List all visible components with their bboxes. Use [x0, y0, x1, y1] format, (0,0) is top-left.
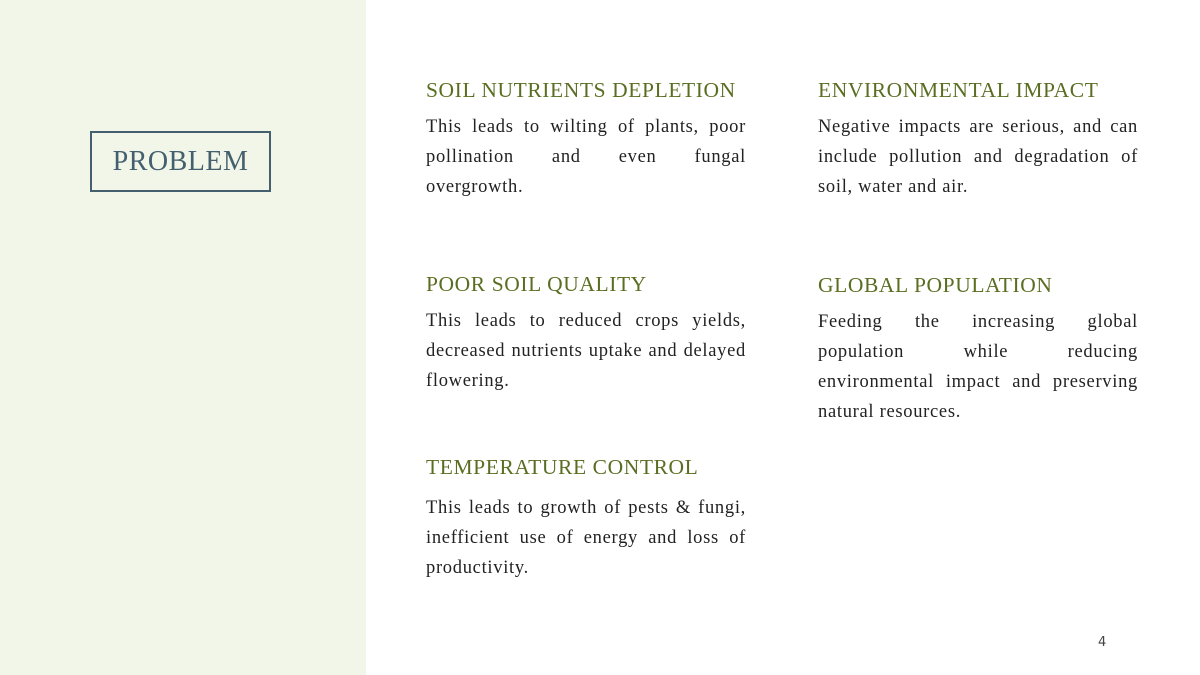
section-body: This leads to reduced crops yields, decreased nutrients uptake and delayed flowering.: [426, 311, 746, 391]
section-heading: GLOBAL POPULATION: [818, 273, 1053, 297]
section-body: Feeding the increasing global population while reducing environmental impact and preserving natural resources.: [818, 312, 1138, 422]
section-poor-soil-quality: [426, 270, 746, 396]
section-heading: ENVIRONMENTAL IMPACT: [818, 78, 1099, 102]
section-heading: SOIL NUTRIENTS DEPLETION: [426, 78, 736, 102]
section-temperature-control: [426, 453, 746, 583]
section-body: Negative impacts are serious, and can include pollution and degradation of soil, water and air.: [818, 117, 1138, 197]
sidebar-panel: [0, 0, 366, 675]
section-body: This leads to growth of pests & fungi, inefficient use of energy and loss of productivity.: [426, 498, 746, 578]
section-soil-nutrients-depletion: [426, 76, 746, 202]
page-number: 4: [1098, 635, 1107, 650]
section-heading: POOR SOIL QUALITY: [426, 272, 647, 296]
problem-title-box: [90, 131, 271, 192]
problem-title: PROBLEM: [112, 145, 249, 177]
section-heading: TEMPERATURE CONTROL: [426, 455, 699, 479]
section-global-population: [818, 271, 1138, 427]
section-body: This leads to wilting of plants, poor pollination and even fungal overgrowth.: [426, 117, 746, 197]
section-environmental-impact: [818, 76, 1138, 202]
